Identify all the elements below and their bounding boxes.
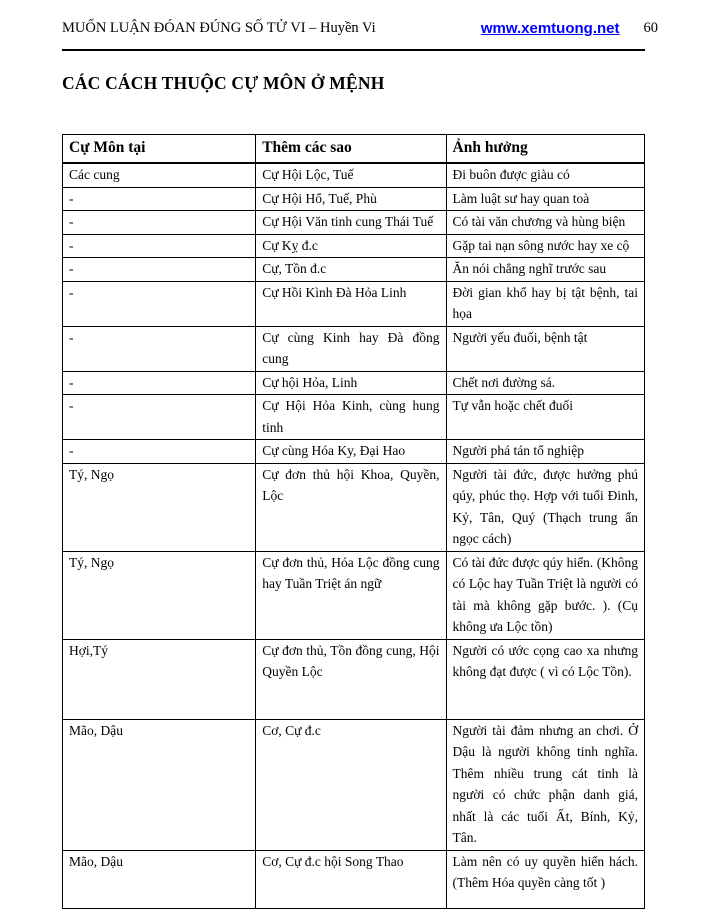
header-right-group bbox=[481, 20, 658, 37]
cu-mon-table bbox=[62, 134, 645, 909]
cell-anh-huong: Người tài đức, được hưởng phú qúy, phúc thọ. Hợp với tuổi Đinh, Kỷ, Tân, Quý (Thạch trung ẩn ngọc cách) bbox=[446, 463, 644, 551]
table-row bbox=[63, 850, 645, 908]
section-title: CÁC CÁCH THUỘC CỰ MÔN Ở MỆNH bbox=[62, 73, 385, 93]
page-header bbox=[62, 20, 658, 37]
cell-them-cac-sao: Cự Hội Hổ, Tuế, Phù bbox=[256, 187, 446, 211]
cell-them-cac-sao: Cơ, Cự đ.c hội Song Thao bbox=[256, 850, 446, 908]
page-number: 60 bbox=[643, 20, 658, 36]
cell-them-cac-sao: Cự Hồi Kình Đà Hỏa Linh bbox=[256, 281, 446, 326]
cell-anh-huong: Chết nơi đường sá. bbox=[446, 371, 644, 395]
cell-anh-huong: Đi buôn được giàu có bbox=[446, 163, 644, 187]
header-divider bbox=[62, 49, 645, 51]
cell-cu-mon-tai: - bbox=[63, 326, 256, 371]
cell-anh-huong: Ăn nói chẳng nghĩ trước sau bbox=[446, 258, 644, 282]
cell-cu-mon-tai: - bbox=[63, 187, 256, 211]
cell-cu-mon-tai: - bbox=[63, 258, 256, 282]
cell-anh-huong: Người có ước cọng cao xa nhưng không đạt được ( vì có Lộc Tồn). bbox=[446, 639, 644, 719]
table-row bbox=[63, 463, 645, 551]
table-row bbox=[63, 258, 645, 282]
cell-them-cac-sao: Cự, Tồn đ.c bbox=[256, 258, 446, 282]
table-row bbox=[63, 371, 645, 395]
cell-anh-huong: Làm nên có uy quyền hiển hách. (Thêm Hóa quyền càng tốt ) bbox=[446, 850, 644, 908]
table-body bbox=[63, 163, 645, 908]
cell-anh-huong: Tự vẫn hoặc chết đuối bbox=[446, 395, 644, 440]
cell-them-cac-sao: Cự đơn thủ hội Khoa, Quyền, Lộc bbox=[256, 463, 446, 551]
cell-them-cac-sao: Cự cùng Kinh hay Đà đồng cung bbox=[256, 326, 446, 371]
table-row bbox=[63, 211, 645, 235]
column-header-anh-huong: Ảnh hưởng bbox=[446, 135, 644, 164]
cell-cu-mon-tai: - bbox=[63, 371, 256, 395]
site-link[interactable]: wmw.xemtuong.net bbox=[480, 20, 620, 37]
cell-them-cac-sao: Cơ, Cự đ.c bbox=[256, 719, 446, 850]
cell-anh-huong: Người phá tán tổ nghiệp bbox=[446, 440, 644, 464]
column-header-them-cac-sao: Thêm các sao bbox=[256, 135, 446, 164]
cell-anh-huong: Đời gian khổ hay bị tật bệnh, tai họa bbox=[446, 281, 644, 326]
cell-them-cac-sao: Cự hội Hỏa, Linh bbox=[256, 371, 446, 395]
cell-them-cac-sao: Cự Hội Lộc, Tuế bbox=[256, 163, 446, 187]
table-row bbox=[63, 639, 645, 719]
table-row bbox=[63, 395, 645, 440]
table-row bbox=[63, 281, 645, 326]
column-header-cu-mon-tai: Cự Môn tại bbox=[63, 135, 256, 164]
cell-cu-mon-tai: - bbox=[63, 211, 256, 235]
table-row bbox=[63, 187, 645, 211]
cell-them-cac-sao: Cự Hội Văn tinh cung Thái Tuế bbox=[256, 211, 446, 235]
table-row bbox=[63, 163, 645, 187]
cell-cu-mon-tai: - bbox=[63, 281, 256, 326]
cell-cu-mon-tai: Tý, Ngọ bbox=[63, 463, 256, 551]
cell-them-cac-sao: Cự đơn thủ, Hóa Lộc đồng cung hay Tuần Triệt án ngữ bbox=[256, 551, 446, 639]
table-head bbox=[63, 135, 645, 164]
cell-anh-huong: Người yếu đuối, bệnh tật bbox=[446, 326, 644, 371]
table-header-row bbox=[63, 135, 645, 164]
table-row bbox=[63, 551, 645, 639]
cell-anh-huong: Gặp tai nạn sông nước hay xe cộ bbox=[446, 234, 644, 258]
cell-cu-mon-tai: Các cung bbox=[63, 163, 256, 187]
cell-anh-huong: Có tài văn chương và hùng biện bbox=[446, 211, 644, 235]
table-row bbox=[63, 719, 645, 850]
cell-cu-mon-tai: Hợi,Tý bbox=[63, 639, 256, 719]
cell-anh-huong: Có tài đức được qúy hiển. (Không có Lộc hay Tuần Triệt là người có tài mà không gặp bước. ). (Cụ không ưa Lộc tồn) bbox=[446, 551, 644, 639]
cell-anh-huong: Người tài đảm nhưng an chơi. Ở Dậu là người không tinh nghĩa. Thêm nhiều trung cát tinh là người có chức phận danh giá, nhất là các tuổi Ất, Bính, Kỷ, Tân. bbox=[446, 719, 644, 850]
cell-them-cac-sao: Cự Kỵ đ.c bbox=[256, 234, 446, 258]
cell-cu-mon-tai: Tý, Ngọ bbox=[63, 551, 256, 639]
cell-cu-mon-tai: Mão, Dậu bbox=[63, 719, 256, 850]
cell-cu-mon-tai: - bbox=[63, 395, 256, 440]
book-title: MUỐN LUẬN ĐÓAN ĐÚNG SỐ TỬ VI – Huyền Vi bbox=[62, 20, 376, 36]
cell-cu-mon-tai: - bbox=[63, 440, 256, 464]
cell-cu-mon-tai: Mão, Dậu bbox=[63, 850, 256, 908]
cell-anh-huong: Làm luật sư hay quan toà bbox=[446, 187, 644, 211]
cell-them-cac-sao: Cự đơn thủ, Tồn đồng cung, Hội Quyền Lộc bbox=[256, 639, 446, 719]
cell-them-cac-sao: Cự Hội Hỏa Kinh, cùng hung tinh bbox=[256, 395, 446, 440]
table-row bbox=[63, 326, 645, 371]
cell-cu-mon-tai: - bbox=[63, 234, 256, 258]
cell-them-cac-sao: Cự cùng Hóa Ky, Đại Hao bbox=[256, 440, 446, 464]
table-row bbox=[63, 234, 645, 258]
table-row bbox=[63, 440, 645, 464]
